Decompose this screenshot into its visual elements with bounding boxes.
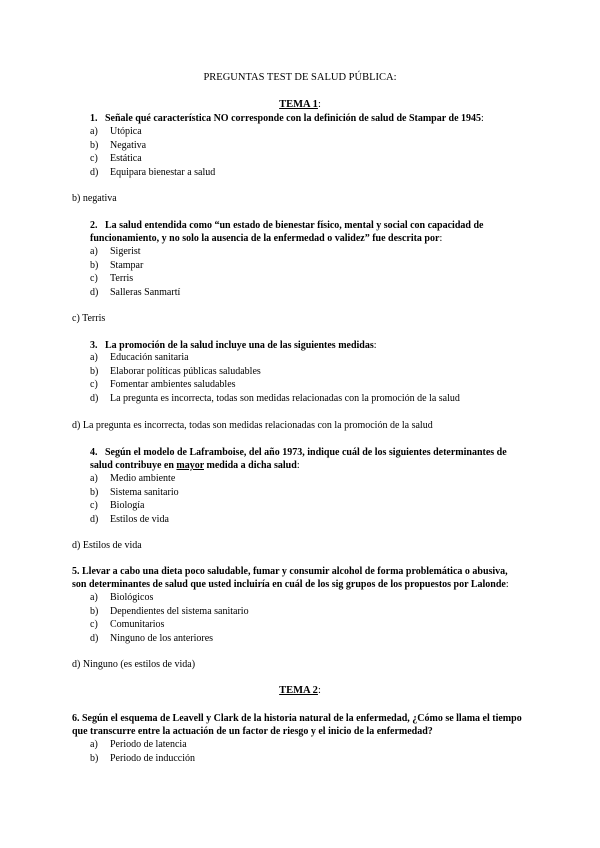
option-text: Sistema sanitario (110, 486, 179, 498)
option-text: Salleras Sanmartí (110, 286, 181, 298)
question-text-line-2b: medida a dicha salud (204, 460, 297, 471)
answer-4: d) Estilos de vida (72, 540, 142, 551)
option-d (90, 166, 530, 180)
question-text-line-2: son determinantes de salud que usted incluiría en cuál de los sig grupos de los propuestos por Lalonde (72, 579, 506, 590)
option-c (90, 499, 530, 513)
option-text: Periodo de latencia (110, 739, 187, 750)
option-text: Biológicos (110, 592, 154, 603)
question-6-options (90, 738, 530, 765)
option-c (90, 152, 530, 166)
option-d (90, 286, 530, 300)
option-b (90, 139, 530, 153)
option-letter: c) (90, 619, 98, 630)
question-text-emphasis: mayor (176, 460, 204, 471)
option-letter: d) (90, 286, 99, 298)
section-colon: : (317, 685, 321, 696)
section-label: TEMA 1 (279, 99, 318, 110)
option-text: Comunitarios (110, 619, 165, 630)
section-colon: : (317, 99, 321, 110)
option-c (90, 272, 530, 286)
question-6 (72, 712, 532, 738)
question-number: 1. (90, 113, 98, 124)
question-4-options (90, 472, 530, 526)
option-text: Terris (110, 273, 134, 284)
option-c (90, 378, 530, 392)
option-b (90, 486, 530, 500)
question-2-options (90, 245, 530, 299)
option-b (90, 752, 530, 766)
section-heading-tema-1 (0, 99, 600, 110)
option-text: Fomentar ambientes saludables (110, 379, 236, 390)
option-text: Medio ambiente (110, 473, 176, 484)
option-a (90, 245, 530, 259)
option-letter: a) (90, 592, 98, 603)
question-text-line-1: Según el esquema de Leavell y Clark de la historia natural de la enfermedad, ¿Cómo se llama el tiempo (82, 713, 522, 724)
answer-5: d) Ninguno (es estilos de vida) (72, 659, 196, 670)
option-text: Ninguno de los anteriores (110, 632, 214, 644)
option-text: Stampar (110, 259, 144, 271)
option-a (90, 351, 530, 365)
question-tail: : (481, 113, 484, 124)
option-letter: b) (90, 605, 99, 617)
option-d (90, 513, 530, 527)
option-letter: d) (90, 513, 99, 525)
question-text: La promoción de la salud incluye una de las siguientes medidas (105, 340, 374, 351)
question-tail: : (296, 460, 300, 471)
option-b (90, 259, 530, 273)
option-letter: b) (90, 139, 99, 151)
question-text-line-1: Llevar a cabo una dieta poco saludable, fumar y consumir alcohol de forma problemática o abusiva, (82, 566, 508, 577)
answer-3: d) La pregunta es incorrecta, todas son medidas relacionadas con la promoción de la salud (72, 420, 433, 431)
option-letter: d) (90, 632, 99, 644)
option-a (90, 125, 530, 139)
question-text-line-2: que transcurre entre la actuación de un factor de riesgo y el inicio de la enfermedad? (72, 726, 433, 737)
option-letter: c) (90, 273, 98, 284)
option-letter: b) (90, 259, 99, 271)
question-5-options (90, 591, 530, 645)
question-1-options (90, 125, 530, 179)
question-number: 3. (90, 340, 98, 351)
question-tail: : (373, 340, 377, 351)
option-b (90, 605, 530, 619)
option-text: Dependientes del sistema sanitario (110, 605, 249, 617)
option-text: Elaborar políticas públicas saludables (110, 365, 261, 377)
section-heading-tema-2 (0, 685, 600, 696)
question-tail: : (439, 233, 443, 244)
question-number: 5. (72, 566, 80, 577)
option-letter: b) (90, 365, 99, 377)
question-tail: : (505, 579, 509, 590)
question-text-line-1: La salud entendida como “un estado de bienestar físico, mental y social con capacidad de (105, 220, 484, 231)
option-letter: b) (90, 752, 99, 764)
question-number: 4. (90, 447, 98, 458)
option-a (90, 472, 530, 486)
question-text: Señale qué característica NO corresponde con la definición de salud de Stampar de 1945 (105, 113, 482, 124)
document-title: PREGUNTAS TEST DE SALUD PÚBLICA: (203, 72, 397, 83)
option-letter: c) (90, 153, 98, 164)
option-text: Periodo de inducción (110, 752, 195, 764)
question-text-line-1: Según el modelo de Laframboise, del año 1973, indique cuál de los siguientes determinantes de (105, 447, 507, 458)
answer-2: c) Terris (72, 313, 106, 324)
question-1 (90, 112, 550, 125)
question-2 (90, 219, 550, 245)
option-a (90, 591, 530, 605)
question-text-line-2a: salud contribuye en (90, 460, 177, 471)
option-d (90, 632, 530, 646)
option-letter: a) (90, 739, 98, 750)
option-letter: c) (90, 379, 98, 390)
answer-1: b) negativa (72, 193, 117, 204)
option-text: Educación sanitaria (110, 352, 189, 363)
option-letter: a) (90, 473, 98, 484)
option-d (90, 392, 530, 406)
option-c (90, 618, 530, 632)
option-letter: a) (90, 126, 98, 137)
option-text: Negativa (110, 139, 147, 151)
option-letter: a) (90, 352, 98, 363)
option-b (90, 365, 530, 379)
section-label: TEMA 2 (279, 685, 318, 696)
question-5 (72, 565, 532, 591)
question-3-options (90, 351, 530, 405)
option-letter: d) (90, 392, 99, 404)
question-text-line-2: funcionamiento, y no solo la ausencia de la enfermedad o validez” fue descrita por (90, 233, 440, 244)
option-letter: d) (90, 166, 99, 178)
question-4 (90, 446, 550, 472)
question-number: 6. (72, 713, 80, 724)
option-text: Equipara bienestar a salud (110, 166, 216, 178)
option-text: Sigerist (110, 246, 141, 257)
option-text: Biología (110, 500, 145, 511)
option-letter: b) (90, 486, 99, 498)
option-letter: c) (90, 500, 98, 511)
option-a (90, 738, 530, 752)
question-number: 2. (90, 220, 98, 231)
option-text: Estática (110, 153, 142, 164)
option-text: La pregunta es incorrecta, todas son medidas relacionadas con la promoción de la salud (110, 392, 460, 404)
option-text: Estilos de vida (110, 513, 169, 525)
option-letter: a) (90, 246, 98, 257)
option-text: Utópica (110, 126, 142, 137)
